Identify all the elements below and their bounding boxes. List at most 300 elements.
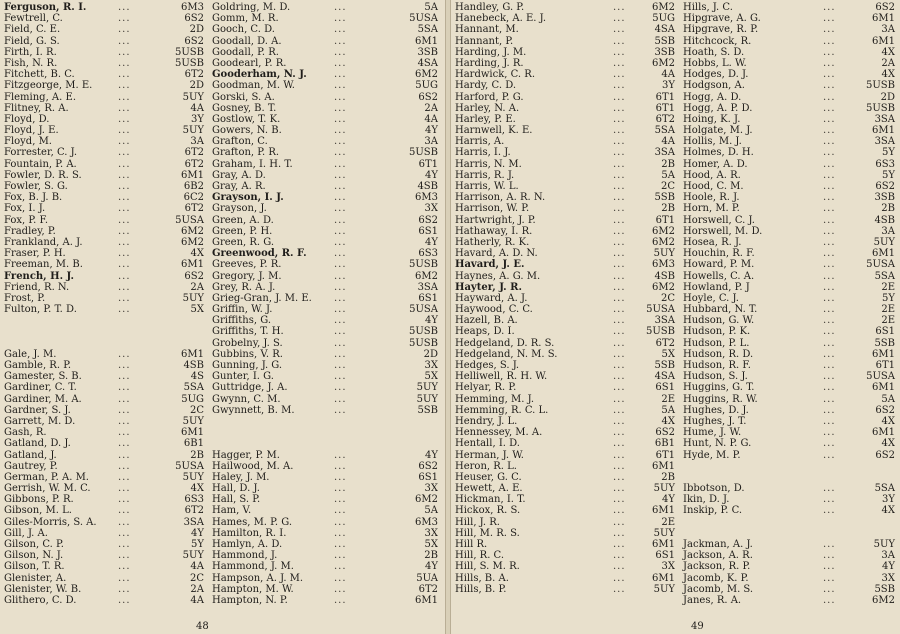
leader-dots: ... [613,102,626,114]
entry-code: 6M1 [872,125,895,137]
entry-code: 5UA [416,572,438,584]
index-entry [212,259,438,270]
entry-name: Griffin, W. J. [212,304,273,316]
entry-code: 2C [189,404,204,416]
leader-dots: ... [613,404,626,416]
entry-code: 6T1 [655,449,675,461]
entry-name: Gatland, J. [4,449,57,461]
leader-dots: ... [118,147,131,159]
index-entry [683,226,895,237]
leader-dots: ... [613,192,626,204]
leader-dots: ... [823,494,836,506]
leader-dots: ... [613,415,626,427]
leader-dots: ... [823,270,836,282]
entry-name: Fish, N. R. [4,57,58,69]
leader-dots: ... [334,393,347,405]
entry-name: Hedgeland, N. M. S. [455,348,558,360]
entry-name: Gosney, B. T. [212,102,277,114]
entry-code: 6M1 [415,35,438,47]
entry-name: Ikin, D. J. [683,494,730,506]
leader-dots: ... [613,270,626,282]
entry-name: Hollis, M. J. [683,136,742,148]
index-entry [4,282,204,293]
entry-code: 5Y [882,147,895,159]
index-entry [455,371,675,382]
entry-code: 5A [661,404,675,416]
index-entry [4,181,204,192]
index-entry [212,237,438,248]
entry-code: 2E [661,516,675,528]
entry-code: 5A [881,393,895,405]
entry-code: 6M2 [652,281,675,293]
entry-code: 2C [189,572,204,584]
index-entry [683,80,895,91]
entry-code: 6T2 [184,147,204,159]
index-entry [683,338,895,349]
entry-code: 2C [660,181,675,192]
entry-name: Hannant, P. [455,35,514,47]
entry-name: Gilson, N. J. [4,550,64,562]
entry-name: Gardiner, M. A. [4,393,82,405]
leader-dots: ... [334,292,347,304]
index-entry [683,13,895,24]
index-entry [455,349,675,360]
entry-name: Hughes, J. T. [683,415,747,427]
entry-code: 6S2 [875,181,895,192]
entry-name: Handley, G. P. [455,2,525,13]
entry-name: Fountain, P. A. [4,158,77,170]
index-entry [683,47,895,58]
entry-code: 6S1 [655,550,675,562]
index-entry [683,259,895,270]
entry-name: Gibson, M. L. [4,505,72,517]
entry-name: Herman, J. W. [455,449,524,461]
entry-name: Hardy, C. D. [455,80,517,92]
entry-name: Hamilton, R. I. [212,527,287,539]
entry-name: Huggins, G. T. [683,382,755,394]
entry-code: 4X [881,69,895,81]
entry-name: Gunning, J. G. [212,360,283,371]
entry-code: 4Y [425,561,438,573]
index-entry [683,125,895,136]
entry-name: Gooch, C. D. [212,24,275,36]
entry-code: 4SB [417,181,438,192]
entry-code: 5Y [882,292,895,304]
leader-dots: ... [334,315,347,327]
leader-dots: ... [118,270,131,282]
entry-code: 6T1 [418,158,438,170]
leader-dots: ... [823,371,836,383]
blank-row [683,528,895,539]
entry-name: Hogg, A. P. D. [683,102,753,114]
index-entry [455,539,675,550]
entry-code: 5SB [654,192,675,204]
entry-code: 3SA [874,113,895,125]
entry-code: 6S2 [184,35,204,47]
index-entry [4,382,204,393]
index-entry [4,170,204,181]
entry-code: 5SB [654,360,675,371]
index-entry [212,36,438,47]
leader-dots: ... [118,471,131,483]
entry-name: Gardiner, C. T. [4,382,77,394]
entry-name: Fleming, A. E. [4,91,76,103]
index-entry [4,36,204,47]
leader-dots: ... [118,203,131,215]
index-entry [212,483,438,494]
leader-dots: ... [823,24,836,36]
leader-dots: ... [118,505,131,517]
leader-dots: ... [823,315,836,327]
entry-name: Hood, C. M. [683,181,744,192]
entry-name: Floyd, M. [4,136,52,148]
leader-dots: ... [823,550,836,562]
index-entry [455,13,675,24]
leader-dots: ... [118,46,131,58]
index-entry [683,2,895,13]
leader-dots: ... [334,494,347,506]
leader-dots: ... [823,147,836,159]
entry-code: 5X [661,348,675,360]
entry-name: Houchin, R. F. [683,248,755,260]
index-entry [212,528,438,539]
leader-dots: ... [613,371,626,383]
index-entry [212,271,438,282]
entry-code: 2B [190,449,204,461]
leader-dots: ... [823,583,836,595]
entry-code: 6S2 [655,427,675,439]
entry-name: Field, G. S. [4,35,60,47]
entry-code: 4S [190,371,204,383]
entry-code: 5X [424,539,438,550]
index-entry [683,349,895,360]
entry-name: Havard, A. D. N. [455,248,538,260]
index-entry [4,573,204,584]
index-entry [683,237,895,248]
leader-dots: ... [118,292,131,304]
index-entry [455,416,675,427]
entry-code: 5UY [182,292,204,304]
leader-dots: ... [613,57,626,69]
index-entry [455,438,675,449]
entry-name: Hill, S. M. R. [455,561,520,573]
entry-name: Grayson, I. J. [212,192,284,204]
entry-code: 2D [189,80,204,92]
entry-name: Gash, R. [4,427,47,439]
index-entry [455,271,675,282]
leader-dots: ... [823,348,836,360]
entry-name: Harding, J. M. [455,46,527,58]
left-page [0,0,446,634]
entry-code: 5UY [182,550,204,562]
index-entry [683,584,895,595]
index-entry [212,304,438,315]
entry-name: Fox, B. J. B. [4,192,63,204]
index-entry [683,450,895,461]
leader-dots: ... [118,35,131,47]
entry-code: 5USA [646,304,675,316]
entry-code: 6M1 [872,427,895,439]
leader-dots: ... [334,326,347,338]
entry-code: 5USB [409,259,438,271]
leader-dots: ... [334,337,347,349]
index-entry [683,282,895,293]
leader-dots: ... [118,80,131,92]
index-entry [455,282,675,293]
entry-name: Gamester, S. B. [4,371,82,383]
entry-code: 2A [190,583,204,595]
entry-code: 4A [190,594,204,606]
entry-code: 6M1 [652,505,675,517]
entry-name: Gwynn, C. M. [212,393,281,405]
entry-code: 5USA [409,13,438,25]
leader-dots: ... [613,281,626,293]
entry-code: 5UY [653,248,675,260]
leader-dots: ... [823,69,836,81]
leader-dots: ... [613,539,626,550]
leader-dots: ... [118,192,131,204]
index-column [683,2,895,606]
index-entry [4,539,204,550]
leader-dots: ... [334,192,347,204]
index-entry [4,405,204,416]
index-entry [455,483,675,494]
entry-name: Hills, J. C. [683,2,733,13]
entry-code: 5Y [882,169,895,181]
entry-name: Horswell, M. D. [683,225,763,237]
entry-name: Fitchett, B. C. [4,69,75,81]
entry-code: 4SA [417,57,438,69]
index-entry [683,427,895,438]
leader-dots: ... [334,147,347,159]
entry-code: 2C [660,292,675,304]
entry-code: 5UY [653,527,675,539]
leader-dots: ... [823,415,836,427]
index-entry [212,450,438,461]
leader-dots: ... [118,225,131,237]
entry-name: Hills, B. A. [455,572,509,584]
leader-dots: ... [823,225,836,237]
entry-code: 3SA [874,136,895,148]
leader-dots: ... [334,24,347,36]
leader-dots: ... [823,483,836,495]
leader-dots: ... [334,158,347,170]
index-entry [212,326,438,337]
index-entry [212,472,438,483]
index-entry [683,438,895,449]
leader-dots: ... [823,594,836,606]
index-entry [212,69,438,80]
entry-name: Gardner, S. J. [4,404,71,416]
entry-name: Harley, N. A. [455,102,520,114]
entry-name: Jackson, A. R. [683,550,753,562]
entry-code: 6S2 [418,91,438,103]
leader-dots: ... [334,248,347,260]
leader-dots: ... [334,371,347,383]
entry-code: 5UY [416,382,438,394]
entry-name: Hume, J. W. [683,427,742,439]
entry-code: 4SA [654,24,675,36]
entry-name: Hendry, J. L. [455,415,518,427]
index-entry [455,125,675,136]
entry-name: Hayward, A. J. [455,292,528,304]
entry-name: Fraser, P. H. [4,248,66,260]
entry-name: Heron, R. L. [455,460,517,472]
leader-dots: ... [823,35,836,47]
entry-name: Hampton, M. W. [212,583,294,595]
entry-name: Griffiths, T. H. [212,326,284,338]
entry-name: Jacomb, M. S. [683,583,754,595]
entry-name: Jackson, R. P. [683,561,751,573]
leader-dots: ... [118,158,131,170]
entry-code: 6M1 [181,259,204,271]
leader-dots: ... [118,449,131,461]
index-entry [4,438,204,449]
leader-dots: ... [613,516,626,528]
index-entry [455,494,675,505]
index-column [212,2,438,606]
entry-code: 2D [423,348,438,360]
leader-dots: ... [613,46,626,58]
entry-name: Hood, A. R. [683,169,741,181]
entry-code: 5A [661,169,675,181]
index-entry [4,215,204,226]
entry-code: 2B [661,158,675,170]
leader-dots: ... [613,136,626,148]
leader-dots: ... [823,404,836,416]
index-entry [4,561,204,572]
index-entry [455,159,675,170]
entry-name: Graham, I. H. T. [212,158,293,170]
entry-code: 3Y [662,80,675,92]
leader-dots: ... [613,550,626,562]
entry-name: Greenwood, R. F. [212,248,307,260]
entry-name: Hannant, M. [455,24,519,36]
index-entry [683,36,895,47]
leader-dots: ... [613,2,626,13]
entry-code: 5USA [175,460,204,472]
index-entry [4,371,204,382]
entry-name: Grieg-Gran, J. M. E. [212,292,312,304]
entry-code: 6M1 [415,594,438,606]
blank-row [4,326,204,337]
leader-dots: ... [823,360,836,371]
entry-name: Haley, J. M. [212,471,270,483]
index-entry [4,349,204,360]
entry-name: Hogg, A. D. [683,91,742,103]
leader-dots: ... [118,248,131,260]
entry-code: 5USB [866,80,895,92]
leader-dots: ... [334,281,347,293]
entry-code: 3SA [417,281,438,293]
entry-name: Harding, J. R. [455,57,524,69]
index-entry [4,271,204,282]
leader-dots: ... [118,438,131,450]
index-entry [4,528,204,539]
index-entry [212,349,438,360]
entry-name: Gale, J. M. [4,348,57,360]
leader-dots: ... [613,113,626,125]
index-entry [683,371,895,382]
index-entry [4,58,204,69]
leader-dots: ... [118,181,131,192]
leader-dots: ... [823,214,836,226]
entry-code: 6T2 [184,203,204,215]
index-entry [212,181,438,192]
entry-name: Harrison, W. P. [455,203,530,215]
entry-name: Gowers, N. B. [212,125,282,137]
leader-dots: ... [118,69,131,81]
index-entry [212,170,438,181]
entry-code: 6M1 [181,169,204,181]
entry-code: 3X [424,203,438,215]
entry-code: 3SA [183,516,204,528]
entry-code: 5A [424,2,438,13]
entry-name: Hoing, K. J. [683,113,741,125]
entry-name: Hudson, P. L. [683,337,750,349]
leader-dots: ... [613,561,626,573]
index-column [4,2,204,606]
index-entry [4,159,204,170]
leader-dots: ... [823,158,836,170]
entry-code: 4Y [425,169,438,181]
index-column [455,2,675,595]
entry-name: Frankland, A. J. [4,236,83,248]
index-entry [4,483,204,494]
leader-dots: ... [823,46,836,58]
entry-code: 5UY [182,415,204,427]
entry-code: 4X [661,415,675,427]
leader-dots: ... [613,348,626,360]
entry-name: Horswell, C. J. [683,214,755,226]
entry-code: 6M1 [872,382,895,394]
leader-dots: ... [118,125,131,137]
entry-code: 6M2 [652,2,675,13]
index-entry [212,539,438,550]
index-entry [455,2,675,13]
entry-code: 6S2 [418,214,438,226]
leader-dots: ... [613,292,626,304]
leader-dots: ... [118,572,131,584]
leader-dots: ... [334,360,347,371]
index-entry [455,181,675,192]
entry-name: Inskip, P. C. [683,505,743,517]
index-entry [683,573,895,584]
entry-code: 3X [881,572,895,584]
entry-code: 3X [661,561,675,573]
entry-name: Hennessey, M. A. [455,427,543,439]
index-entry [212,494,438,505]
leader-dots: ... [118,214,131,226]
leader-dots: ... [118,561,131,573]
leader-dots: ... [613,35,626,47]
entry-code: 4Y [882,561,895,573]
entry-code: 5USB [175,46,204,58]
index-entry [683,360,895,371]
entry-code: 6C2 [183,192,204,204]
entry-code: 6M1 [872,348,895,360]
entry-code: 6M2 [181,236,204,248]
index-entry [683,561,895,572]
entry-name: Firth, I. R. [4,46,57,58]
entry-code: 6S3 [418,248,438,260]
leader-dots: ... [118,539,131,550]
index-entry [683,114,895,125]
entry-code: 5UG [652,13,675,25]
entry-code: 5USB [409,147,438,159]
index-entry [4,92,204,103]
index-entry [212,47,438,58]
